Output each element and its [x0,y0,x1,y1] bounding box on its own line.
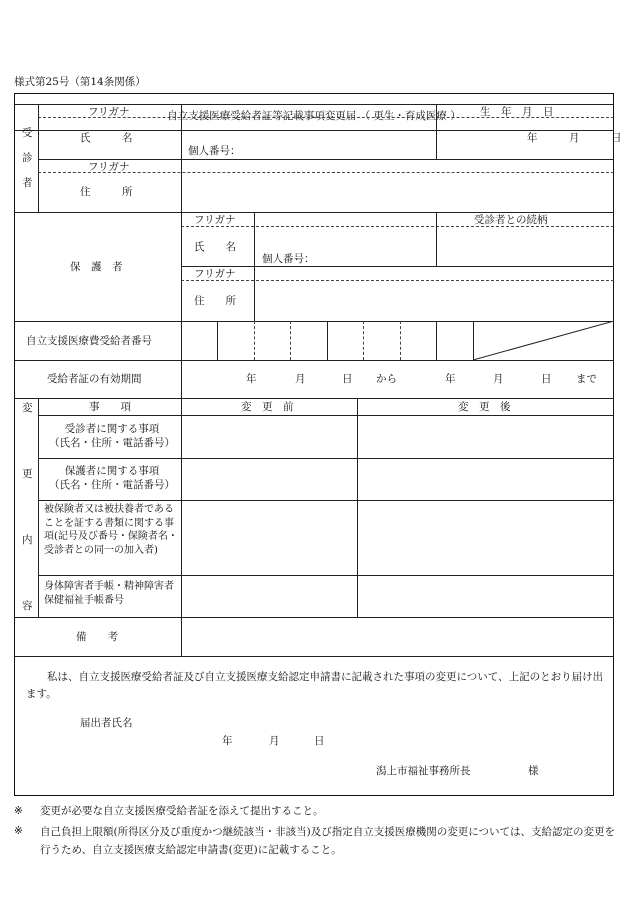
note-text: 自己負担上限額(所得区分及び重度かつ継続該当・非該当)及び指定自立支援医療機関の変更については、支給認定の変更を行うため、自立支援医療支給認定申請書(変更)に記載すること。 [40,826,615,856]
birth-date-value: 年 月 日 [527,132,622,144]
before-field[interactable] [182,416,356,457]
col-after-header: 変 更 後 [458,401,511,413]
notifier-label: 届出者氏名 [80,717,133,729]
patient-name-label: 氏 名 [80,132,133,144]
remarks-label: 備 考 [76,631,118,643]
validity-label: 受給者証の有効期間 [47,373,142,385]
validity-part: 年 [445,373,456,385]
after-field[interactable] [358,416,613,457]
patient-name-field[interactable] [182,118,435,158]
guardian-my-number-label: 個人番号： [262,253,315,265]
recipient-number-field[interactable] [182,322,472,359]
after-field[interactable] [358,576,613,616]
after-field[interactable] [358,501,613,574]
slash-cell [473,321,614,360]
guardian-furigana-label: フリガナ [194,214,236,226]
guardian-relation-label: 受診者との続柄 [474,214,548,226]
changes-section-char: 内 [22,534,33,546]
changes-section-char: 変 [22,402,33,414]
validity-part: 日 [541,373,552,385]
before-field[interactable] [182,459,356,499]
notifier-name-field[interactable] [150,712,450,732]
remarks-field[interactable] [182,618,613,655]
recipient-number-label: 自立支援医療費受給者番号 [26,335,152,347]
validity-part: 月 [493,373,504,385]
change-row-label: 身体障害者手帳・精神障害者保健福祉手帳番号 [44,581,174,606]
form-number: 様式第25号（第14条関係） [14,76,146,88]
guardian-furigana2-label: フリガナ [194,268,236,280]
patient-furigana-field[interactable] [182,105,435,117]
patient-section-char: 者 [22,177,33,189]
patient-furigana2-label: フリガナ [88,161,130,173]
guardian-name-field[interactable] [255,227,435,265]
addressee: 潟上市福祉事務所長 [376,765,471,777]
patient-address-label: 住 所 [80,186,133,198]
change-row-label: 被保険者又は被扶養者であることを証する書類に関する事項(記号及び番号・保険者名・受診者との同一の加入者) [44,504,178,556]
after-field[interactable] [358,459,613,499]
birth-date-label: 生 年 月 日 [480,106,554,118]
col-before-header: 変 更 前 [241,401,294,413]
patient-furigana-label: フリガナ [88,106,130,118]
guardian-address-label: 住 所 [194,295,236,307]
changes-section-char: 容 [22,600,33,612]
guardian-address-field[interactable] [255,281,613,320]
validity-part: 日 [342,373,353,385]
date-part: 年 [222,735,233,747]
date-part: 日 [314,735,325,747]
guardian-relation-field[interactable] [437,227,613,265]
patient-section-char: 受 [22,127,33,139]
note-mark: ※ [14,805,23,817]
patient-section-char: 診 [22,152,33,164]
note-mark: ※ [14,825,23,837]
validity-part: 年 [246,373,257,385]
declaration-text: 私は、自立支援医療受給者証及び自立支援医療支給認定申請書に記載された事項の変更について、上記のとおり届け出ます。 [26,671,604,700]
addressee-honorific: 様 [528,765,539,777]
validity-part: まで [576,373,597,385]
birth-date-field[interactable] [437,118,613,158]
before-field[interactable] [182,576,356,616]
patient-my-number-label: 個人番号： [188,145,241,157]
guardian-name-label: 氏 名 [194,241,236,253]
date-part: 月 [269,735,280,747]
changes-section-char: 更 [22,468,33,480]
guardian-section-label: 保 護 者 [70,261,123,273]
validity-part: 月 [295,373,306,385]
col-item-header: 事 項 [89,401,131,413]
before-field[interactable] [182,501,356,574]
change-row-label: 受診者に関する事項 （氏名・住所・電話番号） [49,423,175,450]
note-text: 変更が必要な自立支援医療受給者証を添えて提出すること。 [40,805,324,817]
change-row-label: 保護者に関する事項 （氏名・住所・電話番号） [49,465,175,492]
form-title: 自立支援医療受給者証等記載事項変更届 （ 更生・育成医療 ） [167,110,461,122]
validity-part: から [376,373,397,385]
patient-address-field[interactable] [182,173,613,211]
